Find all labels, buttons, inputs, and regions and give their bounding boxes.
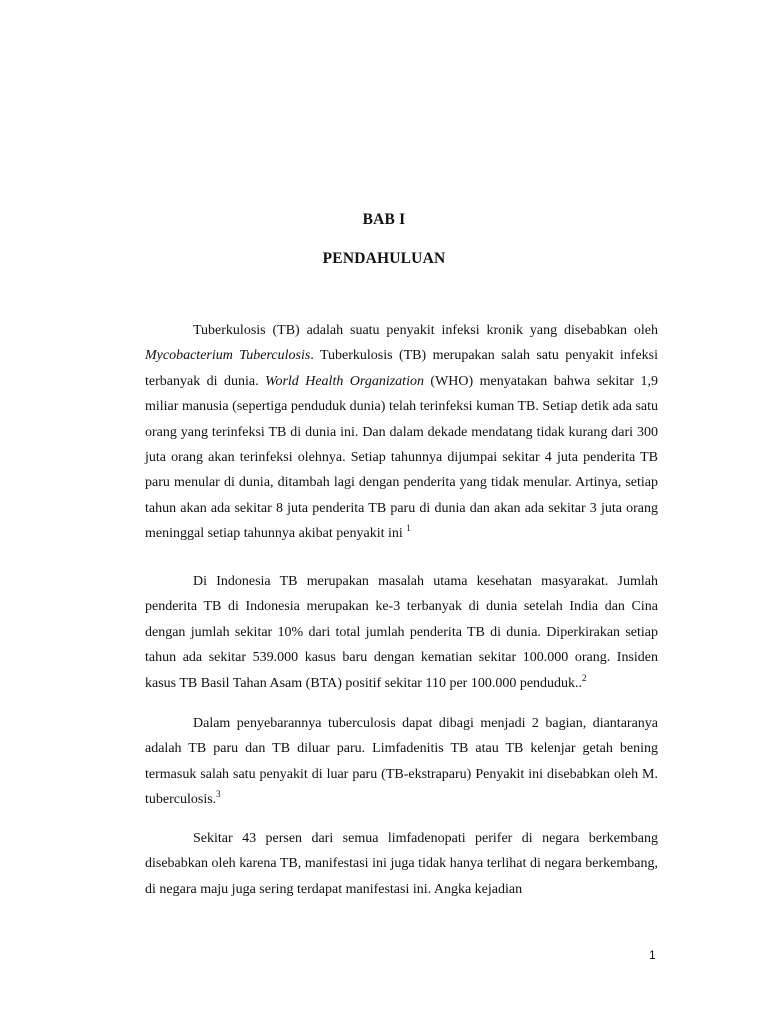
paragraph-2-text: Di Indonesia TB merupakan masalah utama kesehatan masyarakat. Jumlah penderita TB di Indonesia merupakan ke-3 terbanyak di dunia setelah India dan Cina dengan jumlah sekitar 10% dari total jumlah penderita TB di dunia. Diperkirakan setiap tahun ada sekitar 539.000 kasus baru dengan kematian sekitar 100.000 orang. Insiden kasus TB Basil Tahan Asam (BTA) positif sekitar 110 per 100.000 penduduk.. [145,574,658,691]
citation-1: 1 [406,523,411,534]
chapter-title: PENDAHULUAN [322,250,446,267]
citation-3: 3 [216,789,221,800]
paragraph-1-text-b: . Tuberkulosis (TB) merupakan salah satu penyakit infeksi terbanyak di dunia. [145,348,658,389]
paragraph-1-italic-organism: Mycobacterium Tuberculosis [145,348,311,364]
paragraph-4-text: Sekitar 43 persen dari semua limfadenopati perifer di negara berkembang disebabkan oleh karena TB, manifestasi ini juga tidak hanya terlihat di negara berkembang, di negara maju juga sering terdapat manifestasi ini. Angka kejadian [145,831,658,897]
paragraph-1 [145,318,658,547]
paragraph-3 [145,711,658,813]
paragraph-2 [145,569,658,696]
paragraph-4 [145,826,658,902]
paragraph-3-text: Dalam penyebarannya tuberculosis dapat dibagi menjadi 2 bagian, diantaranya adalah TB paru dan TB diluar paru. Limfadenitis TB atau TB kelenjar getah bening termasuk salah satu penyakit di luar paru (TB-ekstraparu) Penyakit ini disebabkan oleh M. tuberculosis. [145,716,658,808]
chapter-heading: BAB I [362,211,406,228]
citation-2: 2 [582,672,587,683]
page-number: 1 [649,948,656,962]
paragraph-1-text-c: (WHO) menyatakan bahwa sekitar 1,9 miliar manusia (sepertiga penduduk dunia) telah terinfeksi kuman TB. Setiap detik ada satu orang yang terinfeksi TB di dunia ini. Dan dalam dekade mendatang tidak kurang dari 300 juta orang akan terinfeksi olehnya. Setiap tahunnya dijumpai sekitar 4 juta penderita TB paru menular di dunia, ditambah lagi dengan penderita yang tidak menular. Artinya, setiap tahun akan ada sekitar 8 juta penderita TB paru di dunia dan akan ada sekitar 3 juta orang meninggal setiap tahunnya akibat penyakit ini [145,373,658,542]
paragraph-1-text-a: Tuberkulosis (TB) adalah suatu penyakit infeksi kronik yang disebabkan oleh [193,323,658,338]
paragraph-1-italic-who: World Health Organization [265,373,424,389]
